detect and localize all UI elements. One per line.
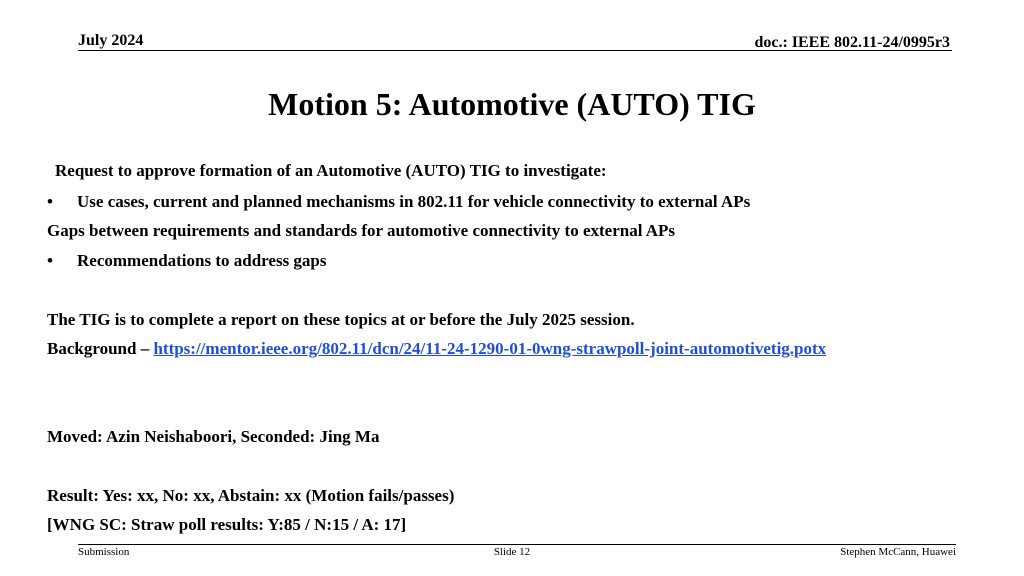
result-text: Result: Yes: xx, No: xx, Abstain: xx (Motion fails/passes) [47,486,455,505]
bullet-marker: • [47,251,53,270]
moved-text: Moved: Azin Neishaboori, Seconded: Jing Ma [47,427,380,446]
header-doc-id: doc.: IEEE 802.11-24/0995r3 [754,34,950,51]
straw-poll-text: [WNG SC: Straw poll results: Y:85 / N:15 / A: 17] [47,515,407,534]
bullet-item: Use cases, current and planned mechanisms in 802.11 for vehicle connectivity to external APs [77,192,751,211]
bullet-item: Gaps between requirements and standards for automotive connectivity to external APs [47,221,676,240]
background-line [47,338,826,360]
bullet-marker: • [47,192,53,211]
bullet-item: Recommendations to address gaps [77,251,327,270]
header-date: July 2024 [78,32,144,49]
footer-submission: Submission [78,546,130,558]
report-text: The TIG is to complete a report on these topics at or before the July 2025 session. [47,310,635,329]
background-label: Background – [47,339,154,358]
footer-slide-number: Slide 12 [493,546,531,558]
header-divider [78,50,952,51]
intro-text: Request to approve formation of an Automotive (AUTO) TIG to investigate: [55,161,607,180]
background-link[interactable]: https://mentor.ieee.org/802.11/dcn/24/11-24-1290-01-0wng-strawpoll-joint-automotivetig.potx [153,339,827,358]
footer-author: Stephen McCann, Huawei [840,546,956,558]
slide-title: Motion 5: Automotive (AUTO) TIG [268,86,756,122]
